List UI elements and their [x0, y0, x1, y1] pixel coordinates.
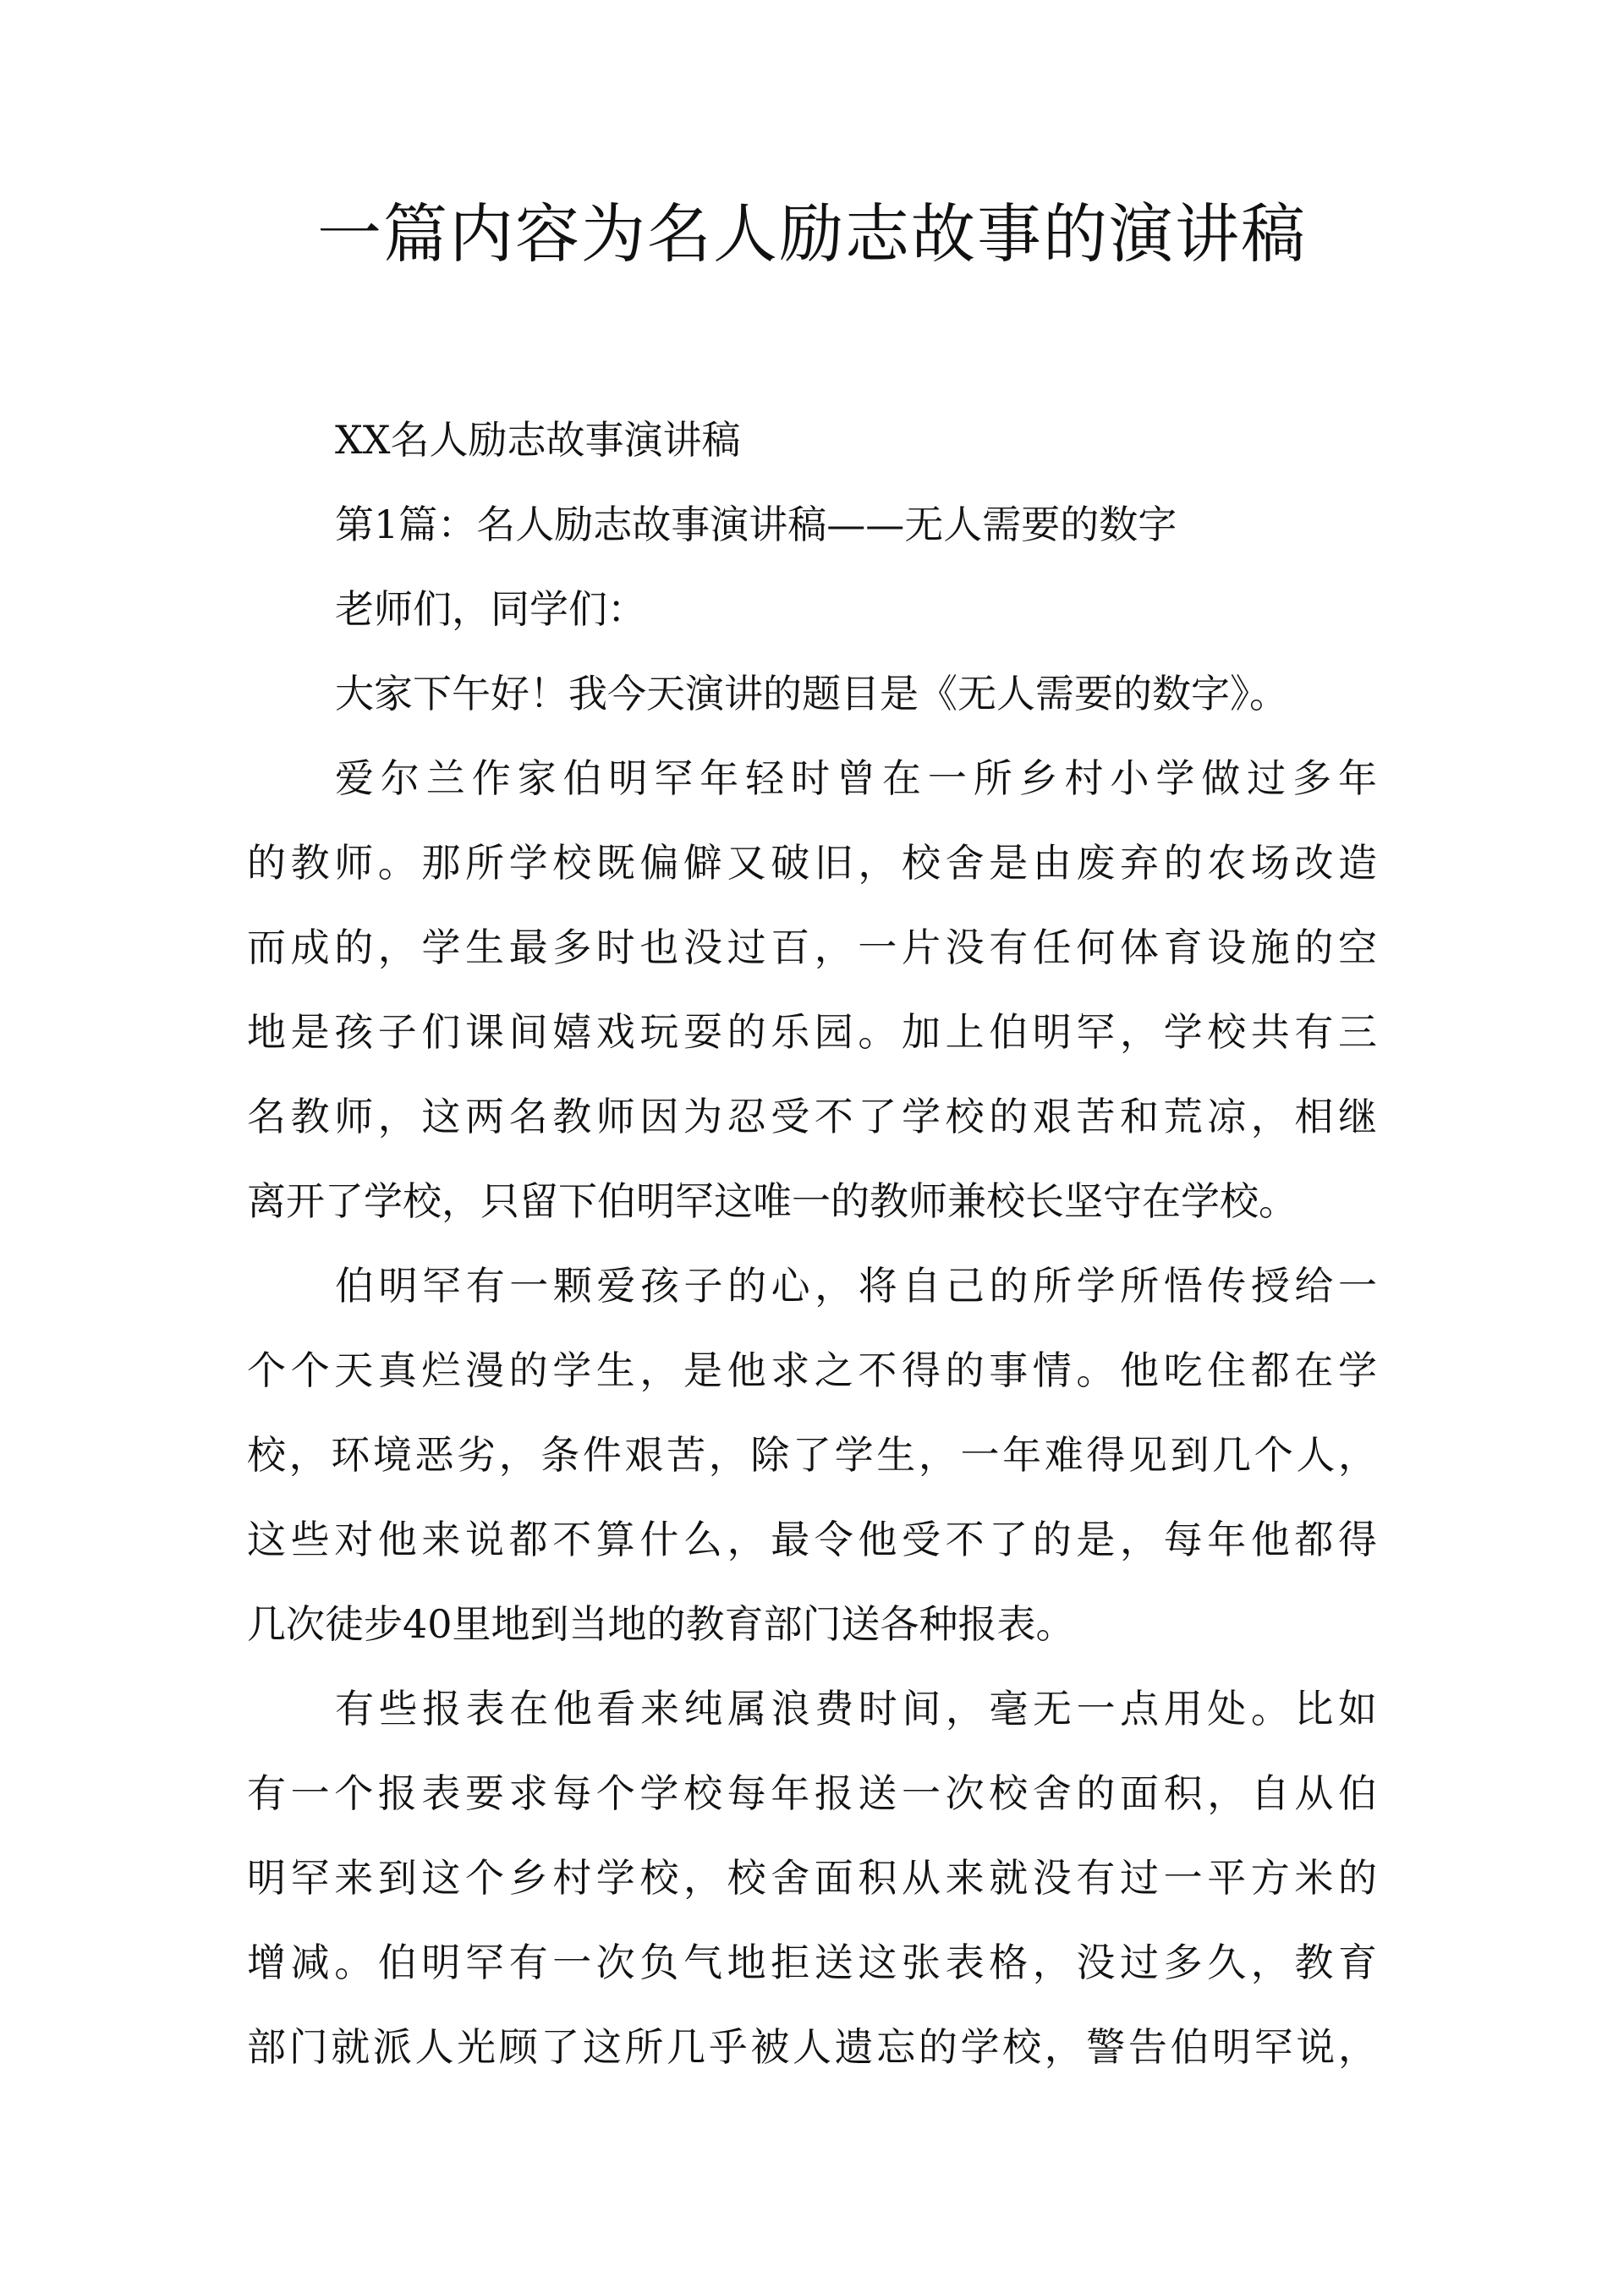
opening-line: 大家下午好！我今天演讲的题目是《无人需要的数字》。	[335, 671, 1288, 716]
paragraph-line: 增减。伯明罕有一次负气地拒送这张表格，没过多久，教育	[247, 1940, 1377, 1985]
subtitle-line: XX名人励志故事演讲稿	[335, 417, 741, 463]
paragraph-line: 地是孩子们课间嬉戏玩耍的乐园。加上伯明罕，学校共有三	[247, 1009, 1377, 1055]
paragraph-line: 有些报表在他看来纯属浪费时间，毫无一点用处。比如	[335, 1686, 1377, 1731]
paragraph-line: 爱尔兰作家伯明罕年轻时曾在一所乡村小学做过多年	[335, 755, 1377, 801]
salutation: 老师们，同学们：	[335, 586, 646, 632]
paragraph-line: 明罕来到这个乡村学校，校舍面积从来就没有过一平方米的	[247, 1855, 1377, 1901]
paragraph-line: 部门就派人光顾了这所几乎被人遗忘的学校，警告伯明罕说，	[247, 2024, 1377, 2070]
paragraph-line: 而成的，学生最多时也没过百，一片没有任何体育设施的空	[247, 925, 1377, 970]
paragraph-line: 有一个报表要求每个学校每年报送一次校舍的面积，自从伯	[247, 1770, 1377, 1816]
paragraph-line: 的教师。那所学校既偏僻又破旧，校舍是由废弃的农场改造	[247, 840, 1377, 886]
paragraph-line: 离开了学校，只留下伯明罕这唯一的教师兼校长坚守在学校。	[247, 1178, 1298, 1224]
document-body	[247, 398, 1377, 2089]
paragraph-line: 几次徒步40里地到当地的教育部门送各种报表。	[247, 1601, 1075, 1647]
paragraph-3	[247, 1666, 1377, 2089]
paragraph-line: 个个天真烂漫的学生，是他求之不得的事情。他吃住都在学	[247, 1347, 1377, 1393]
paragraph-line: 伯明罕有一颗爱孩子的心，将自己的所学所悟传授给一	[335, 1263, 1377, 1309]
document-title: 一篇内容为名人励志故事的演讲稿	[317, 196, 1307, 272]
paragraph-2	[247, 1243, 1377, 1666]
paragraph-line: 校，环境恶劣，条件艰苦，除了学生，一年难得见到几个人，	[247, 1432, 1377, 1478]
paragraph-1	[247, 736, 1377, 1243]
chapter-heading: 第1篇：名人励志故事演讲稿——无人需要的数字	[335, 502, 1177, 547]
paragraph-line: 这些对他来说都不算什么，最令他受不了的是，每年他都得	[247, 1517, 1377, 1562]
paragraph-line: 名教师，这两名教师因为忍受不了学校的艰苦和荒凉，相继	[247, 1094, 1377, 1139]
